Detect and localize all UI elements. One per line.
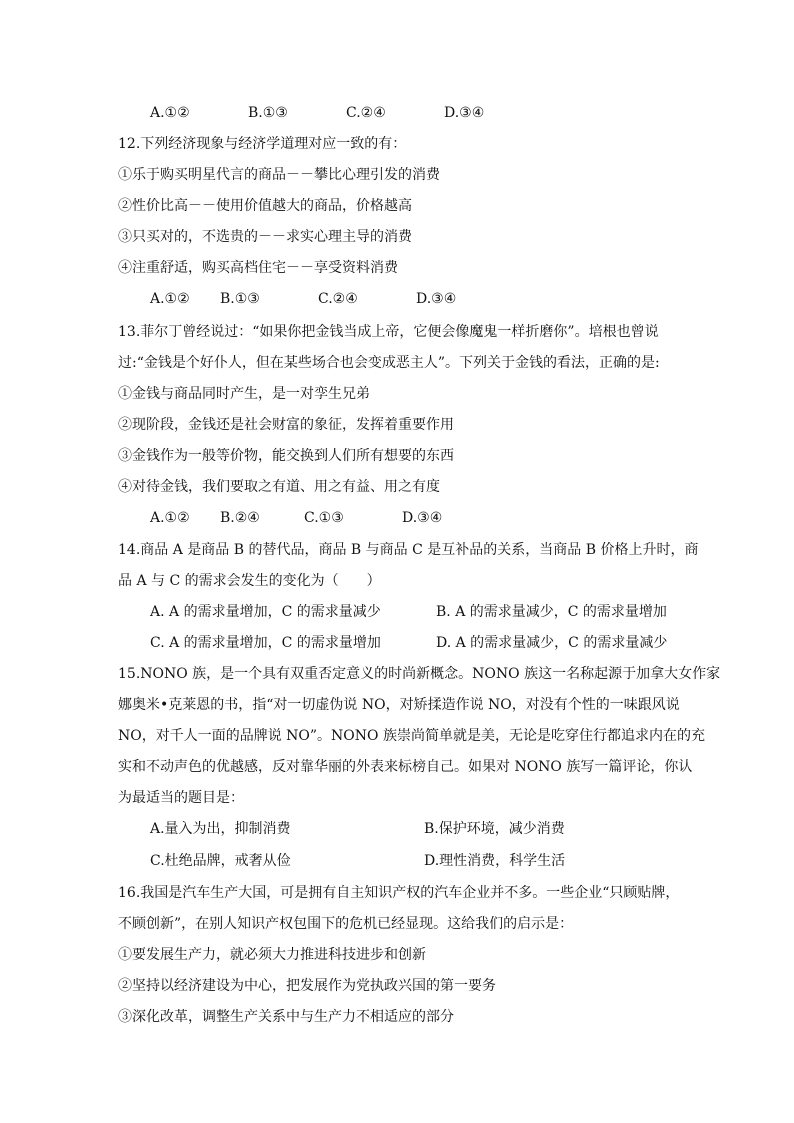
q12-item-4: ④注重舒适，购买高档住宅－－享受资料消费 xyxy=(118,260,398,276)
q13-item-1: ①金钱与商品同时产生，是一对孪生兄弟 xyxy=(118,386,370,402)
q12-item-1: ①乐于购买明星代言的商品－－攀比心理引发的消费 xyxy=(118,167,440,183)
q13-item-2: ②现阶段，金钱还是社会财富的象征，发挥着重要作用 xyxy=(118,417,454,433)
q12-item-3: ③只买对的，不选贵的－－求实心理主导的消费 xyxy=(118,229,412,245)
q13-stem-line-1: 13.菲尔丁曾经说过：“如果你把金钱当成上帝，它便会像魔鬼一样折磨你”。培根也曾说 xyxy=(118,324,659,340)
q14-option-d: D. A 的需求量减少，C 的需求量减少 xyxy=(436,635,668,651)
q13-option-a: A.①② xyxy=(150,510,190,526)
q11-option-c: C.②④ xyxy=(346,105,386,121)
q13-option-d: D.③④ xyxy=(402,510,443,526)
q12-stem: 12.下列经济现象与经济学道理对应一致的有： xyxy=(118,136,407,152)
q12-option-d: D.③④ xyxy=(416,291,457,307)
q12-option-b: B.①③ xyxy=(220,291,260,307)
q12-item-2: ②性价比高－－使用价值越大的商品，价格越高 xyxy=(118,198,412,214)
q13-stem-line-2: 过:“金钱是个好仆人，但在某些场合也会变成恶主人”。下列关于金钱的看法，正确的是: xyxy=(118,355,660,371)
q11-option-a: A.①② xyxy=(150,105,190,121)
q14-option-a: A. A 的需求量增加，C 的需求量减少 xyxy=(150,604,381,620)
q13-option-b: B.②④ xyxy=(220,510,260,526)
q15-option-d: D.理性消费，科学生活 xyxy=(424,853,566,869)
q16-item-1: ①要发展生产力，就必须大力推进科技进步和创新 xyxy=(118,947,426,963)
q15-option-a: A.量入为出，抑制消费 xyxy=(150,821,291,837)
q16-item-2: ②坚持以经济建设为中心，把发展作为党执政兴国的第一要务 xyxy=(118,978,496,994)
q12-option-c: C.②④ xyxy=(318,291,358,307)
q15-option-b: B.保护环境，减少消费 xyxy=(424,821,565,837)
q16-stem-line-2: 不顾创新”，在别人知识产权包围下的危机已经显现。这给我们的启示是： xyxy=(118,916,574,932)
q15-stem-line-1: 15.NONO 族，是一个具有双重否定意义的时尚新概念。NONO 族这一名称起源于加拿大女作家 xyxy=(118,666,721,682)
q13-item-3: ③金钱作为一般等价物，能交换到人们所有想要的东西 xyxy=(118,448,454,464)
q15-stem-line-4: 实和不动声色的优越感，反对靠华丽的外表来标榜自己。如果对 NONO 族写一篇评论，你认 xyxy=(118,759,693,775)
q15-stem-line-5: 为最适当的题目是： xyxy=(118,790,244,806)
q13-item-4: ④对待金钱，我们要取之有道、用之有益、用之有度 xyxy=(118,479,440,495)
q11-option-d: D.③④ xyxy=(444,105,485,121)
q15-option-c: C.杜绝品牌，戒奢从俭 xyxy=(150,853,291,869)
q14-stem-line-2: 品 A 与 C 的需求会发生的变化为（ ） xyxy=(118,573,381,589)
q16-item-3: ③深化改革，调整生产关系中与生产力不相适应的部分 xyxy=(118,1009,454,1025)
q15-stem-line-2: 娜奥米•克莱恩的书，指“对一切虚伪说 NO，对矫揉造作说 NO，对没有个性的一味跟风说 xyxy=(118,697,680,713)
q14-option-b: B. A 的需求量减少，C 的需求量增加 xyxy=(436,604,667,620)
q16-stem-line-1: 16.我国是汽车生产大国，可是拥有自主知识产权的汽车企业并不多。一些企业“只顾贴牌， xyxy=(118,885,680,901)
q14-option-c: C. A 的需求量增加，C 的需求量增加 xyxy=(150,635,381,651)
q13-option-c: C.①③ xyxy=(304,510,344,526)
q11-option-b: B.①③ xyxy=(248,105,288,121)
q15-stem-line-3: NO，对千人一面的品牌说 NO”。NONO 族崇尚简单就是美，无论是吃穿住行都追求内在的充 xyxy=(118,728,705,744)
q14-stem-line-1: 14.商品 A 是商品 B 的替代品，商品 B 与商品 C 是互补品的关系，当商品 B 价格上升时，商 xyxy=(118,542,699,558)
q12-option-a: A.①② xyxy=(150,291,190,307)
